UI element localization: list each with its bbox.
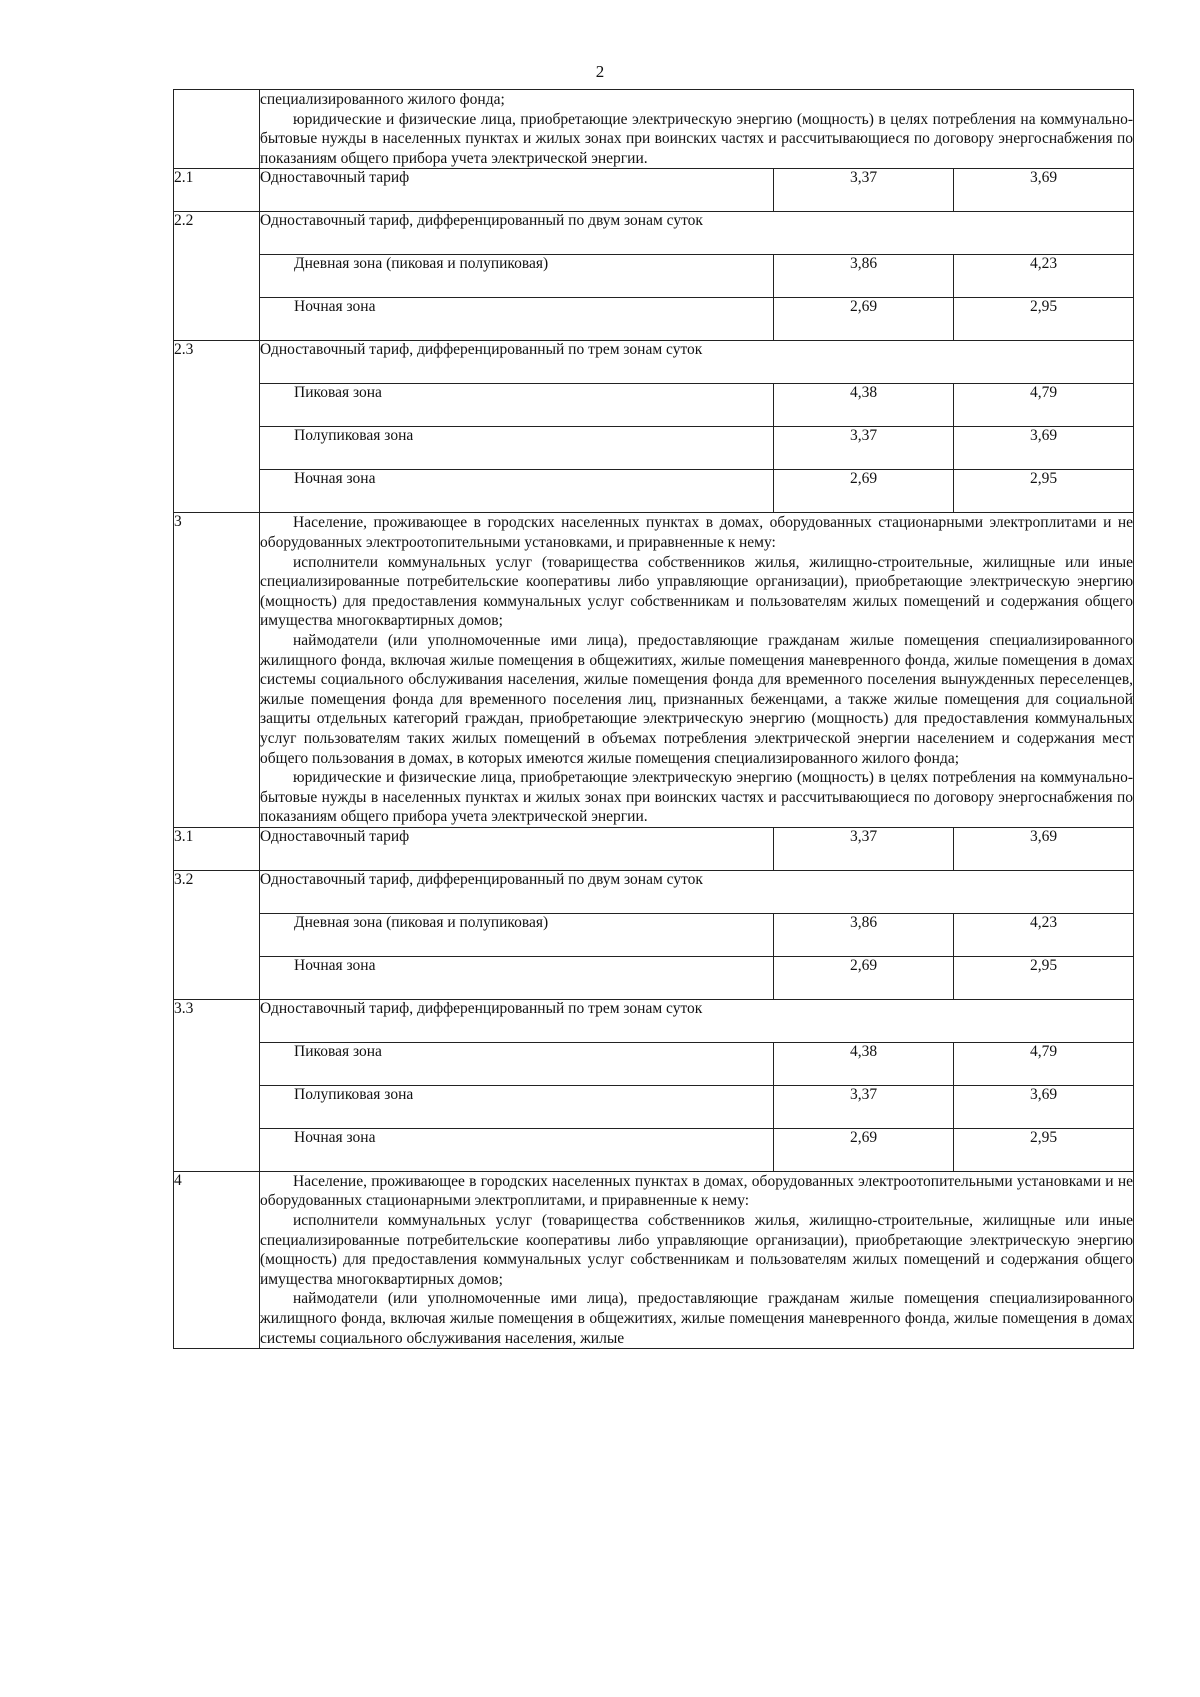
tariff-value-2: 2,95 [954, 1128, 1134, 1171]
paragraph: специализированного жилого фонда; [260, 91, 505, 108]
row-number: 4 [174, 1171, 260, 1348]
tariff-value-1: 3,37 [774, 427, 954, 470]
row-number: 2.3 [174, 341, 260, 513]
paragraph: исполнители коммунальных услуг (товарищества собственников жилья, жилищно-строительные, жилищные или иные специализированные потребительские кооперативы либо управляющие организации), приобретающие электрическую энергию (мощность) для предоставления коммунальных услуг собственникам и пользователям жилых помещений и содержания общего имущества многоквартирных домов; [260, 1212, 1134, 1288]
zone-name: Ночная зона [260, 470, 774, 513]
table-row [174, 1171, 1134, 1348]
table-row [174, 169, 1134, 212]
tariff-value-1: 3,37 [774, 827, 954, 870]
table-row [174, 384, 1134, 427]
category-description [260, 513, 1134, 828]
tariff-value-1: 3,37 [774, 1085, 954, 1128]
tariff-value-1: 3,86 [774, 255, 954, 298]
row-number: 2.1 [174, 169, 260, 212]
row-number: 3.2 [174, 870, 260, 999]
tariff-name: Одноставочный тариф [260, 169, 774, 212]
zone-name: Ночная зона [260, 1128, 774, 1171]
row-number: 3.1 [174, 827, 260, 870]
tariff-value-1: 3,86 [774, 913, 954, 956]
paragraph: юридические и физические лица, приобретающие электрическую энергию (мощность) в целях потребления на коммунально-бытовые нужды в населенных пунктах и жилых зонах при воинских частях и рассчитывающиеся по договору энергоснабжения по показаниям общего прибора учета электрической энергии. [260, 769, 1134, 826]
table-row [174, 999, 1134, 1042]
category-description [260, 90, 1134, 169]
tariff-value-1: 2,69 [774, 1128, 954, 1171]
category-description [260, 1171, 1134, 1348]
table-row [174, 298, 1134, 341]
tariff-value-1: 2,69 [774, 470, 954, 513]
row-number: 3 [174, 513, 260, 828]
tariff-value-2: 2,95 [954, 470, 1134, 513]
tariff-value-2: 4,79 [954, 384, 1134, 427]
table-row [174, 513, 1134, 828]
zone-name: Полупиковая зона [260, 427, 774, 470]
row-number: 3.3 [174, 999, 260, 1171]
zone-name: Ночная зона [260, 956, 774, 999]
tariff-value-1: 3,37 [774, 169, 954, 212]
tariff-value-1: 4,38 [774, 1042, 954, 1085]
table-row [174, 90, 1134, 169]
table-row [174, 427, 1134, 470]
page-number: 2 [595, 62, 605, 81]
table-row [174, 956, 1134, 999]
zone-name: Полупиковая зона [260, 1085, 774, 1128]
paragraph: юридические и физические лица, приобретающие электрическую энергию (мощность) в целях потребления на коммунально-бытовые нужды в населенных пунктах и жилых зонах при воинских частях и рассчитывающиеся по договору энергоснабжения по показаниям общего прибора учета электрической энергии. [260, 110, 1134, 167]
tariff-value-2: 2,95 [954, 298, 1134, 341]
tariff-value-2: 3,69 [954, 169, 1134, 212]
zone-name: Пиковая зона [260, 384, 774, 427]
table-row [174, 1042, 1134, 1085]
tariff-name: Одноставочный тариф, дифференцированный по двум зонам суток [260, 870, 1134, 913]
paragraph: Население, проживающее в городских населенных пунктах в домах, оборудованных стационарными электроплитами и не оборудованных электроотопительными установками, и приравненные к нему: [260, 514, 1134, 551]
tariff-value-1: 2,69 [774, 956, 954, 999]
paragraph: наймодатели (или уполномоченные ими лица), предоставляющие гражданам жилые помещения специализированного жилищного фонда, включая жилые помещения в общежитиях, жилые помещения маневренного фонда, жилые помещения в домах системы социального обслуживания населения, жилые [260, 1290, 1134, 1347]
tariff-value-2: 4,23 [954, 255, 1134, 298]
table-row [174, 341, 1134, 384]
table-row [174, 827, 1134, 870]
tariff-name: Одноставочный тариф, дифференцированный по трем зонам суток [260, 999, 1134, 1042]
paragraph: Население, проживающее в городских населенных пунктах в домах, оборудованных электроотопительными установками и не оборудованных стационарными электроплитами, и приравненные к нему: [260, 1172, 1134, 1210]
table-row [174, 470, 1134, 513]
table-row [174, 212, 1134, 255]
zone-name: Пиковая зона [260, 1042, 774, 1085]
tariff-value-1: 4,38 [774, 384, 954, 427]
tariff-table [173, 89, 1134, 1349]
table-row [174, 1085, 1134, 1128]
zone-name: Ночная зона [260, 298, 774, 341]
tariff-value-2: 3,69 [954, 427, 1134, 470]
tariff-value-2: 2,95 [954, 956, 1134, 999]
paragraph: наймодатели (или уполномоченные ими лица), предоставляющие гражданам жилые помещения специализированного жилищного фонда, включая жилые помещения в общежитиях, жилые помещения маневренного фонда, жилые помещения в домах системы социального обслуживания населения, жилые помещения фонда для временного поселения вынужденных переселенцев, жилые помещения фонда для временного поселения лиц, признанных беженцами, а также жилые помещения для социальной защиты отдельных категорий граждан, приобретающие электрическую энергию (мощность) для предоставления коммунальных услуг пользователям таких жилых помещений в объемах потребления электрической энергии населением и содержания мест общего пользования в домах, в которых имеются жилые помещения специализированного жилого фонда; [260, 631, 1134, 767]
paragraph: исполнители коммунальных услуг (товарищества собственников жилья, жилищно-строительные, жилищные или иные специализированные потребительские кооперативы либо управляющие организации), приобретающие электрическую энергию (мощность) для предоставления коммунальных услуг собственникам и пользователям жилых помещений и содержания общего имущества многоквартирных домов; [260, 553, 1134, 630]
row-number [174, 90, 260, 169]
tariff-value-2: 4,23 [954, 913, 1134, 956]
tariff-value-2: 3,69 [954, 1085, 1134, 1128]
row-number: 2.2 [174, 212, 260, 341]
zone-name: Дневная зона (пиковая и полупиковая) [260, 913, 774, 956]
tariff-value-1: 2,69 [774, 298, 954, 341]
table-row [174, 913, 1134, 956]
table-row [174, 1128, 1134, 1171]
tariff-name: Одноставочный тариф, дифференцированный по двум зонам суток [260, 212, 1134, 255]
zone-name: Дневная зона (пиковая и полупиковая) [260, 255, 774, 298]
tariff-value-2: 4,79 [954, 1042, 1134, 1085]
tariff-value-2: 3,69 [954, 827, 1134, 870]
tariff-name: Одноставочный тариф, дифференцированный по трем зонам суток [260, 341, 1134, 384]
table-row [174, 255, 1134, 298]
tariff-name: Одноставочный тариф [260, 827, 774, 870]
table-row [174, 870, 1134, 913]
